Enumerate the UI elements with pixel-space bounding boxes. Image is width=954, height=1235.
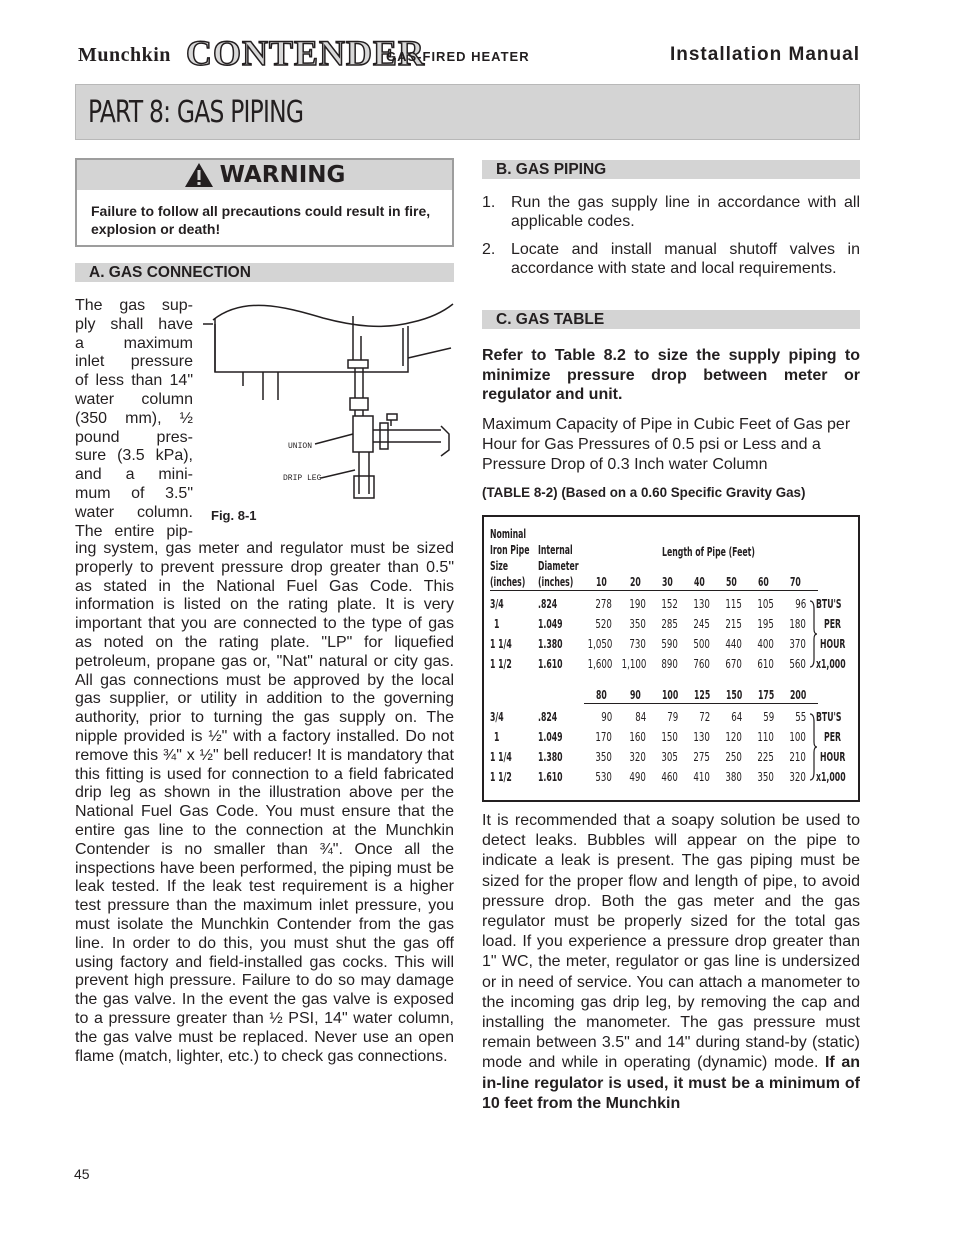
cell-value: 760	[693, 657, 710, 671]
cell-size: 1	[494, 730, 500, 744]
cell-value: 285	[661, 617, 678, 631]
length-header: 10	[596, 575, 607, 589]
cell-value: 64	[730, 710, 742, 724]
cell-value: 250	[725, 750, 742, 764]
list-item: 2. Locate and install manual shutoff valves in accordance with state and local requirements.	[482, 241, 860, 277]
length-header: 175	[758, 688, 775, 702]
cell-diameter: 1.610	[538, 770, 563, 784]
brand-contender-logo: CONTENDER	[186, 33, 426, 73]
section-a-wrap-text	[75, 297, 193, 541]
section-c-heading: C. GAS TABLE	[482, 310, 860, 329]
cell-value: 59	[762, 710, 774, 724]
length-header: 125	[694, 688, 711, 702]
cell-value: 225	[757, 750, 774, 764]
cell-value: 79	[666, 710, 678, 724]
cell-diameter: 1.049	[538, 730, 563, 744]
header-size: Nominal	[490, 527, 527, 541]
cell-value: 520	[595, 617, 612, 631]
union-label: UNION	[288, 442, 313, 451]
gas-connection-figure	[203, 296, 455, 502]
length-header: 40	[694, 575, 705, 589]
cell-size: 1 1/2	[490, 770, 512, 784]
wrap-line: inlet pressure	[75, 353, 193, 371]
length-header: 50	[726, 575, 737, 589]
section-b-heading: B. GAS PIPING	[482, 160, 860, 179]
unit-label: PER	[824, 617, 841, 631]
cell-value: 180	[789, 617, 806, 631]
length-header: 20	[630, 575, 641, 589]
cell-value: 1,100	[621, 657, 646, 671]
cell-value: 610	[757, 657, 774, 671]
cell-diameter: 1.380	[538, 750, 563, 764]
cell-value: 195	[757, 617, 774, 631]
part-title-bar	[75, 84, 860, 140]
cell-value: 170	[595, 730, 612, 744]
cell-size: 1 1/4	[490, 750, 512, 764]
table-rule	[584, 703, 818, 704]
cell-value: 55	[794, 710, 806, 724]
warning-header	[77, 160, 452, 190]
cell-size: 1 1/2	[490, 657, 512, 671]
cell-value: 100	[789, 730, 806, 744]
table-rule	[490, 590, 818, 591]
cell-diameter: 1.380	[538, 637, 563, 651]
cell-value: 500	[693, 637, 710, 651]
cell-value: 440	[725, 637, 742, 651]
cell-value: 410	[693, 770, 710, 784]
cell-size: 1 1/4	[490, 637, 512, 651]
cell-diameter: .824	[538, 710, 558, 724]
cell-value: 215	[725, 617, 742, 631]
cell-value: 90	[600, 710, 612, 724]
header-diameter: (inches)	[538, 575, 574, 589]
length-header: 150	[726, 688, 743, 702]
unit-label: PER	[824, 730, 841, 744]
cell-value: 370	[789, 637, 806, 651]
length-header: 70	[790, 575, 801, 589]
cell-value: 560	[789, 657, 806, 671]
unit-label: x1,000	[816, 770, 846, 784]
cell-value: 190	[629, 597, 646, 611]
header-size: Size	[490, 559, 509, 573]
length-header: 200	[790, 688, 807, 702]
header-diameter: Diameter	[538, 559, 579, 573]
brace-icon	[808, 712, 818, 782]
wrap-line: The gas sup-	[75, 297, 193, 314]
wrap-line: and a mini-	[75, 466, 193, 484]
cell-value: 72	[698, 710, 710, 724]
cell-size: 1	[494, 617, 500, 631]
list-item: 1. Run the gas supply line in accordance with all applicable codes.	[482, 194, 860, 230]
cell-value: 110	[757, 730, 774, 744]
section-c-after: It is recommended that a soapy solution be used to detect leaks. Bubbles will appear on the pipe to indicate a leak is present. The gas piping must be sized for the proper flow and length of pipe, to avoid pressure drop. Both the gas meter and the gas regulator must be properly sized for the total gas load. If you experience a pressure drop greater than 1" WC, the meter, regulator or gas line is undersized or in need of service. You can attach a manometer to the incoming gas drip leg, by removing the cap and installing the manometer. The gas pressure must remain between 3.5" and 14" during stand-by (static) mode and while in operating (dynamic) mode. If an in-line regulator is used, it must be a minimum of 10 feet from the Munchkin	[482, 812, 860, 1112]
unit-label: BTU'S	[816, 597, 842, 611]
cell-value: 350	[757, 770, 774, 784]
wrap-line: The entire pip-	[75, 522, 193, 540]
wrap-line: (350 mm), ½	[75, 409, 193, 427]
section-c-intro: Maximum Capacity of Pipe in Cubic Feet of Gas per Hour for Gas Pressures of 0.5 psi or Less and a Pressure Drop of 0.3 Inch water Column	[482, 416, 851, 473]
cell-value: 130	[693, 730, 710, 744]
unit-label: HOUR	[820, 637, 846, 651]
section-a-heading: A. GAS CONNECTION	[75, 263, 454, 282]
unit-label: BTU'S	[816, 710, 842, 724]
brand-munchkin-logo: Munchkin	[78, 44, 171, 66]
header-size: (inches)	[490, 575, 526, 589]
cell-value: 278	[595, 597, 612, 611]
length-header: 90	[630, 688, 641, 702]
cell-value: 130	[693, 597, 710, 611]
length-header: 30	[662, 575, 673, 589]
cell-value: 400	[757, 637, 774, 651]
cell-value: 245	[693, 617, 710, 631]
warning-title: WARNING	[219, 162, 346, 188]
unit-label: x1,000	[816, 657, 846, 671]
cell-value: 84	[634, 710, 646, 724]
header-size: Iron Pipe	[490, 543, 530, 557]
page-number: 45	[74, 1166, 90, 1182]
wrap-line: mum of 3.5"	[75, 484, 193, 502]
cell-value: 490	[629, 770, 646, 784]
cell-value: 105	[757, 597, 774, 611]
wrap-line: a maximum	[75, 334, 193, 352]
wrap-line: water column	[75, 390, 193, 408]
gas-capacity-table	[482, 515, 860, 802]
cell-value: 380	[725, 770, 742, 784]
cell-value: 460	[661, 770, 678, 784]
cell-size: 3/4	[490, 710, 504, 724]
part-title: PART 8: GAS PIPING	[88, 95, 304, 130]
cell-value: 530	[595, 770, 612, 784]
figure-caption: Fig. 8-1	[211, 508, 257, 523]
cell-value: 890	[661, 657, 678, 671]
cell-diameter: 1.610	[538, 657, 563, 671]
cell-value: 115	[725, 597, 742, 611]
section-a-body: ing system, gas meter and regulator must be sized properly to prevent pressure drop greater than 0.5" as stated in the National Fuel Gas Code. This information is listed on the rating plate. It is very important that you are connected to the type of gas as noted on the rating plate. "LP" for liquefied petroleum, propane gas or, "Nat" natural or city gas. All gas connections must be approved by the local gas supplier, or utility in addition to the governing authority, prior to turning the gas supply on. The nipple provided is ½" with a factory installed. Do not remove this ¾" x ½" bell reducer! It is mandatory that this fitting is used for connection to a field fabricated drip leg as shown in the illustration above per the National Fuel Gas Code. You must ensure that the entire gas line to the connection at the Munchkin Contender is no smaller than ¾". Once all the inspections have been performed, the piping must be leak tested. If the leak test requirement is a higher test pressure than the maximum inlet pressure, you must isolate the Munchkin Contender from the gas line. In order to do this, you must shut the gas off using factory and field-installed gas cocks. This will prevent high pressure. Failure to do so may damage the gas valve. In the event the gas valve is exposed to a pressure greater than ½ PSI, 14" water column, the gas valve must be replaced. Never use an open flame (match, lighter, etc.) to check gas connections.	[75, 540, 454, 1065]
cell-value: 305	[661, 750, 678, 764]
cell-value: 160	[629, 730, 646, 744]
brace-icon	[808, 599, 818, 669]
wrap-line: water column.	[75, 503, 193, 521]
wrap-line: of less than 14"	[75, 372, 193, 390]
cell-value: 320	[789, 770, 806, 784]
length-header: 60	[758, 575, 769, 589]
drip-leg-label: DRIP LEG	[283, 474, 322, 483]
cell-value: 275	[693, 750, 710, 764]
cell-value: 730	[629, 637, 646, 651]
wrap-line: ply shall have	[75, 315, 193, 333]
manual-title: Installation Manual	[669, 44, 860, 65]
wrap-line: sure (3.5 kPa),	[75, 447, 193, 465]
cell-value: 590	[661, 637, 678, 651]
warning-text: Failure to follow all precautions could result in fire, explosion or death!	[91, 203, 431, 237]
cell-value: 96	[794, 597, 806, 611]
cell-size: 3/4	[490, 597, 504, 611]
length-header: 100	[662, 688, 679, 702]
cell-value: 350	[595, 750, 612, 764]
cell-diameter: .824	[538, 597, 558, 611]
product-type: GAS-FIRED HEATER	[386, 49, 530, 64]
unit-label: HOUR	[820, 750, 846, 764]
section-c-intro-bold: Refer to Table 8.2 to size the supply piping to minimize pressure drop between meter or regulator and unit.	[482, 347, 860, 403]
table-caption: (TABLE 8-2) (Based on a 0.60 Specific Gravity Gas)	[482, 485, 806, 500]
cell-value: 350	[629, 617, 646, 631]
header-diameter: Internal	[538, 543, 573, 557]
cell-value: 1,600	[587, 657, 612, 671]
length-header: 80	[596, 688, 607, 702]
cell-value: 210	[789, 750, 806, 764]
warning-triangle-icon	[184, 162, 214, 188]
header-length: Length of Pipe (Feet)	[662, 545, 755, 559]
cell-value: 120	[725, 730, 742, 744]
cell-value: 670	[725, 657, 742, 671]
warning-box	[75, 158, 454, 247]
cell-value: 1,050	[587, 637, 612, 651]
cell-value: 320	[629, 750, 646, 764]
cell-value: 152	[661, 597, 678, 611]
page-header	[78, 30, 860, 73]
cell-diameter: 1.049	[538, 617, 563, 631]
wrap-line: pound pres-	[75, 428, 193, 446]
cell-value: 150	[661, 730, 678, 744]
